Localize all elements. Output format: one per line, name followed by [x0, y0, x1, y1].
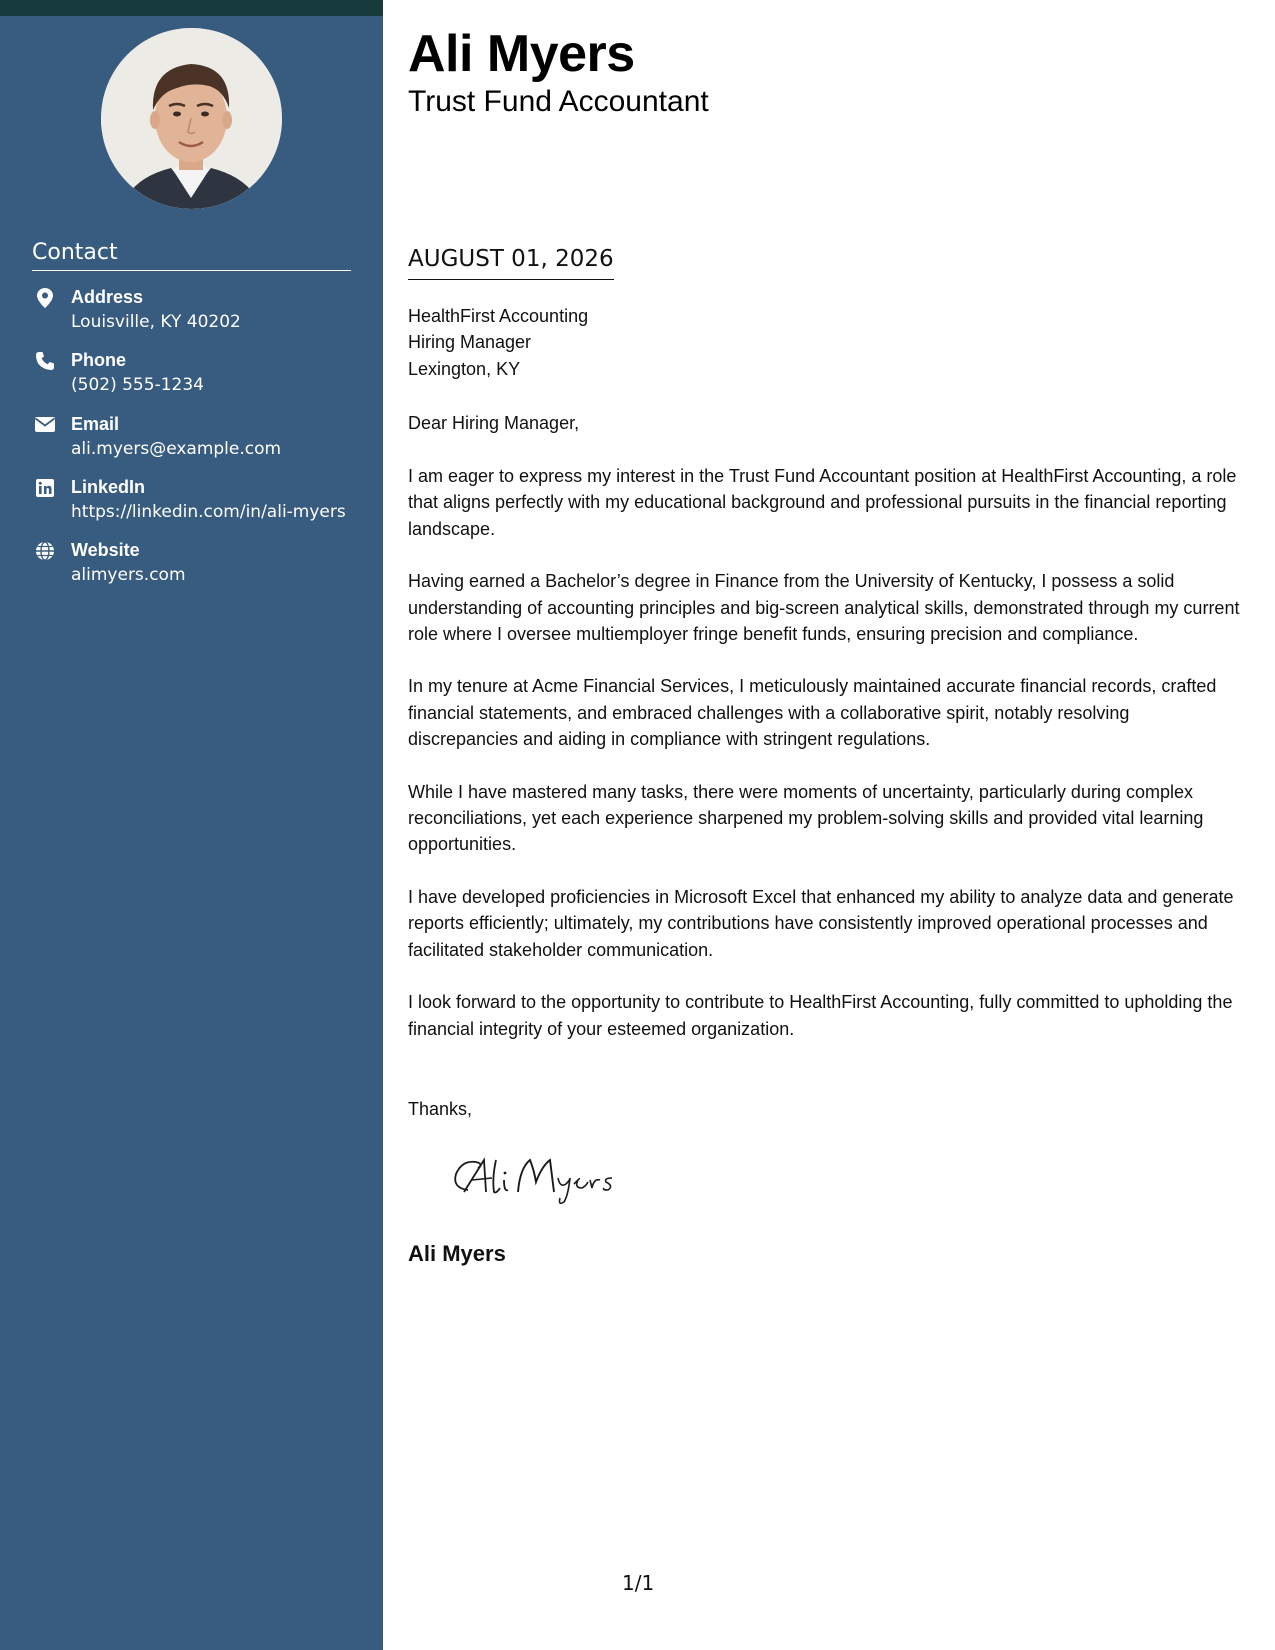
contact-item-address	[32, 285, 362, 348]
recipient-role: Hiring Manager	[408, 332, 532, 353]
envelope-icon	[32, 414, 58, 436]
letter-date: AUGUST 01, 2026	[408, 243, 614, 280]
linkedin-icon	[32, 477, 58, 499]
contact-value-website[interactable]: alimyers.com	[71, 565, 186, 586]
body-paragraph: I am eager to express my interest in the Trust Fund Accountant position at HealthFirst Accounting, a role that aligns perfectly with my educational background and professional pursuits in the financial reporting landscape.	[408, 466, 1237, 539]
recipient-company: HealthFirst Accounting	[408, 306, 589, 326]
contact-item-linkedin	[32, 475, 362, 538]
contact-value-phone: (502) 555-1234	[71, 375, 204, 396]
map-pin-icon	[32, 287, 58, 309]
body-paragraph: I have developed proficiencies in Microsoft Excel that enhanced my ability to analyze data and generate reports efficiently; ultimately, my contributions have consistently improved operational processes and facilitated stakeholder communication.	[408, 886, 1234, 960]
body-paragraph: While I have mastered many tasks, there were moments of uncertainty, particularly during complex reconciliations, yet each experience sharpened my problem-solving skills and provided vital learning opportunities.	[408, 781, 1204, 855]
contact-label: LinkedIn	[71, 476, 146, 497]
contact-value-linkedin[interactable]: https://linkedin.com/in/ali-myers	[71, 501, 346, 522]
contact-item-phone	[32, 348, 362, 411]
contact-item-email	[32, 412, 362, 475]
sidebar-top-bar	[0, 0, 383, 16]
signer-name: Ali Myers	[408, 1241, 506, 1266]
recipient-block	[408, 303, 588, 382]
sidebar	[0, 0, 383, 1650]
handwritten-signature	[446, 1148, 646, 1208]
body-paragraph: I look forward to the opportunity to contribute to HealthFirst Accounting, fully committed to upholding the financial integrity of your esteemed organization.	[408, 992, 1233, 1039]
contact-label: Website	[71, 540, 140, 561]
greeting: Dear Hiring Manager,	[408, 413, 580, 433]
contact-label: Address	[71, 287, 144, 307]
profile-photo	[101, 28, 282, 209]
contact-heading: Contact	[32, 240, 351, 271]
contact-label: Email	[71, 413, 120, 434]
contact-item-website	[32, 538, 362, 601]
contact-label: Phone	[71, 350, 127, 371]
applicant-name: Ali Myers	[408, 25, 635, 83]
letter-body	[408, 463, 1244, 1068]
recipient-location: Lexington, KY	[408, 358, 521, 379]
phone-icon	[32, 350, 58, 372]
contact-value-email[interactable]: ali.myers@example.com	[71, 438, 282, 459]
closing: Thanks,	[408, 1099, 473, 1119]
body-paragraph: In my tenure at Acme Financial Services, I meticulously maintained accurate financial records, crafted financial statements, and embraced challenges with a collaborative spirit, notably resolving discrepancies and aiding in compliance with stringent regulations.	[408, 676, 1217, 750]
contact-list	[32, 285, 362, 601]
job-title: Trust Fund Accountant	[408, 85, 709, 118]
globe-icon	[32, 540, 58, 562]
body-paragraph: Having earned a Bachelor’s degree in Finance from the University of Kentucky, I possess a solid understanding of accounting principles and big-screen analytical skills, demonstrated through my current role where I oversee multiemployer fringe benefit funds, ensuring precision and compliance.	[408, 571, 1240, 645]
page-number: 1/1	[622, 1571, 655, 1595]
contact-value-address: Louisville, KY 40202	[71, 312, 241, 332]
